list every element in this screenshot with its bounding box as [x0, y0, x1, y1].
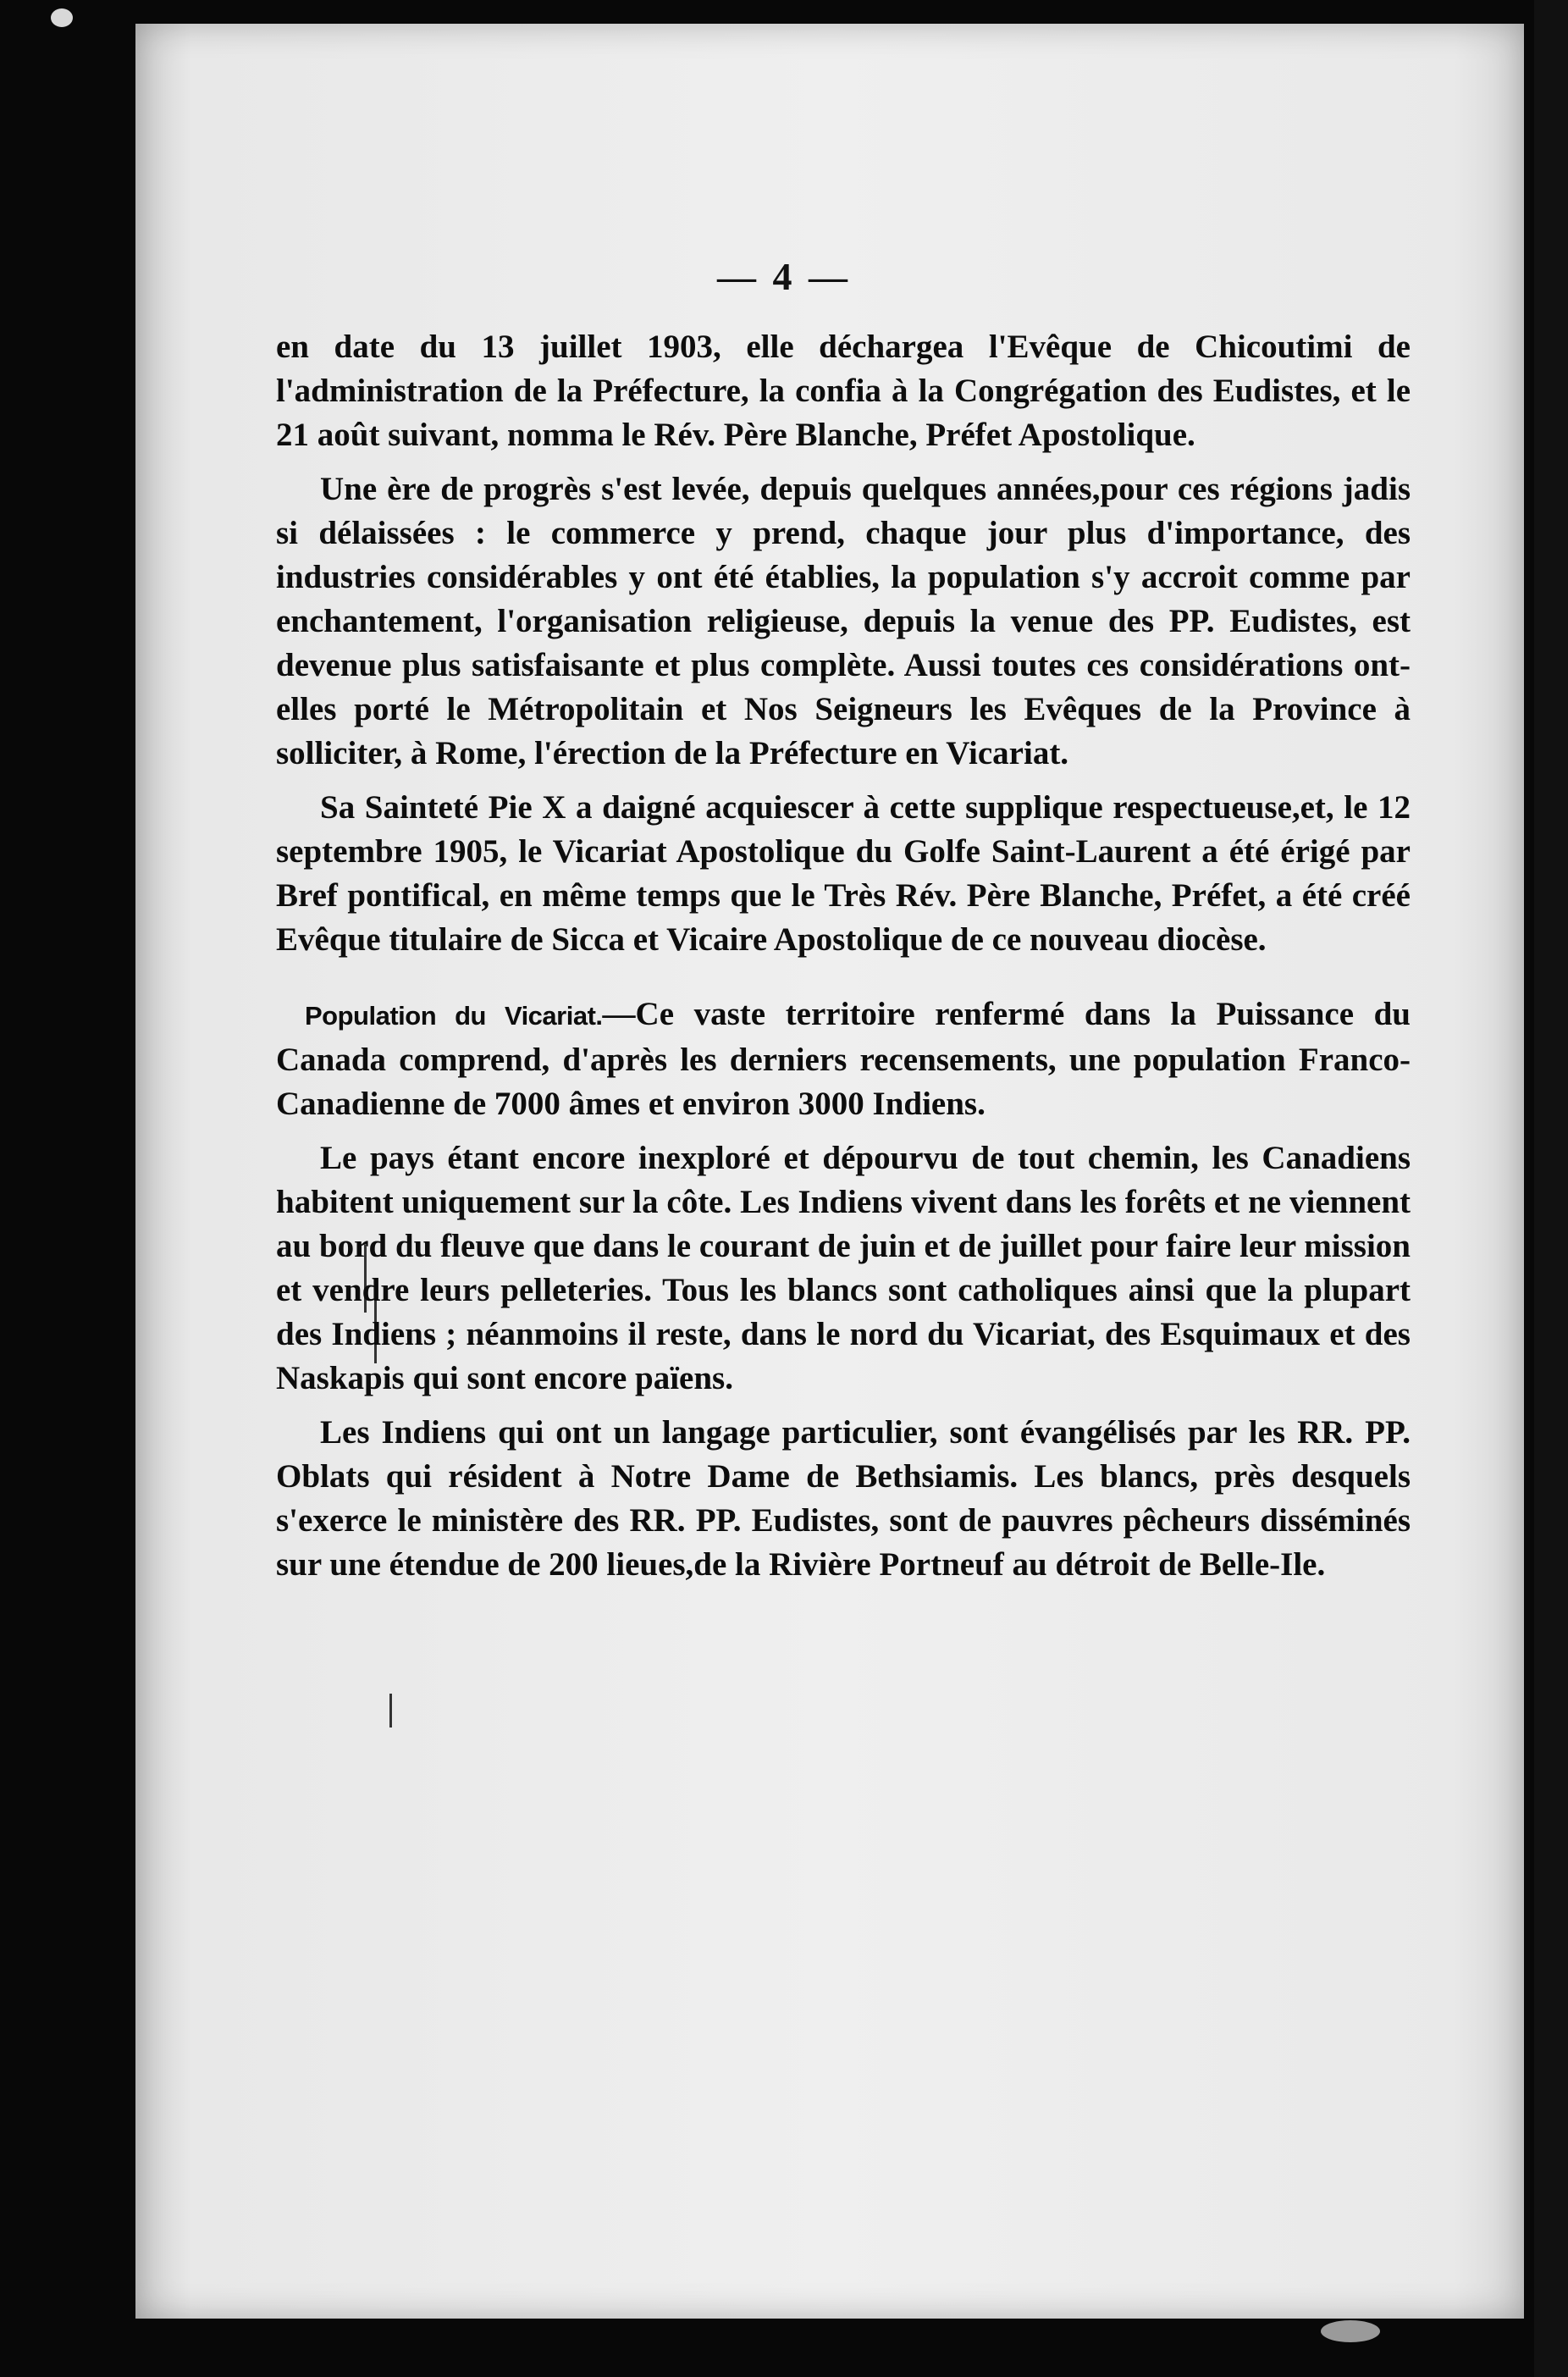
- margin-mark: [389, 1694, 392, 1727]
- scan-border: [1534, 0, 1568, 2377]
- section-text: —Ce vaste territoire renfermé dans la Puissance du Canada comprend, d'après les derniers recensements, une population Franco-Canadienne de 7000 âmes et environ 3000 Indiens.: [276, 996, 1411, 1122]
- scan-speck: [1321, 2320, 1380, 2342]
- paragraph-3: Sa Sainteté Pie X a daigné acquiescer à cette supplique respectueuse,et, le 12 septembre 1905, le Vicariat Apostolique du Golfe Saint-Laurent a été érigé par Bref pontifical, en même temps que le Très Rév. Père Blanche, Préfet, a été créé Evêque titulaire de Sicca et Vicaire Apostolique de ce nouveau diocèse.: [276, 789, 1411, 958]
- paragraph-2: Une ère de progrès s'est levée, depuis quelques années,pour ces régions jadis si délaissées : le commerce y prend, chaque jour plus d'importance, des industries considérables y ont été établies, la population s'y accroit comme par enchantement, l'organisation religieuse, depuis la venue des PP. Eudistes, est devenue plus satisfaisante et plus complète. Aussi toutes ces considérations ont-elles porté le Métropolitain et Nos Seigneurs les Evêques de la Province à solliciter, à Rome, l'érection de la Préfecture en Vicariat.: [276, 471, 1411, 771]
- paragraph-6: Les Indiens qui ont un langage particulier, sont évangélisés par les RR. PP. Oblats qui résident à Notre Dame de Bethsiamis. Les blancs, près desquels s'exerce le ministère des RR. PP. Eudistes, sont de pauvres pêcheurs disséminés sur une étendue de 200 lieues,de la Rivière Portneuf au détroit de Belle-Ile.: [276, 1414, 1411, 1583]
- page-number: — 4 —: [717, 255, 851, 298]
- paragraph-1: en date du 13 juillet 1903, elle déchargea l'Evêque de Chicoutimi de l'administration de la Préfecture, la confia à la Congrégation des Eudistes, et le 21 août suivant, nomma le Rév. Père Blanche, Préfet Apostolique.: [276, 329, 1411, 453]
- paragraph-5: Le pays étant encore inexploré et dépourvu de tout chemin, les Canadiens habitent uniquement sur la côte. Les Indiens vivent dans les forêts et ne viennent au bord du fleuve que dans le courant de juin et de juillet pour faire leur mission et vendre leurs pelleteries. Tous les blancs sont catholiques ainsi que la plupart des Indiens ; néanmoins il reste, dans le nord du Vicariat, des Esquimaux et des Naskapis qui sont encore païens.: [276, 1140, 1411, 1396]
- paragraph-4: [276, 992, 1411, 1126]
- scan-speck: [51, 8, 73, 27]
- section-heading: Population du Vicariat.: [305, 1001, 603, 1031]
- body-text: [276, 325, 1411, 1597]
